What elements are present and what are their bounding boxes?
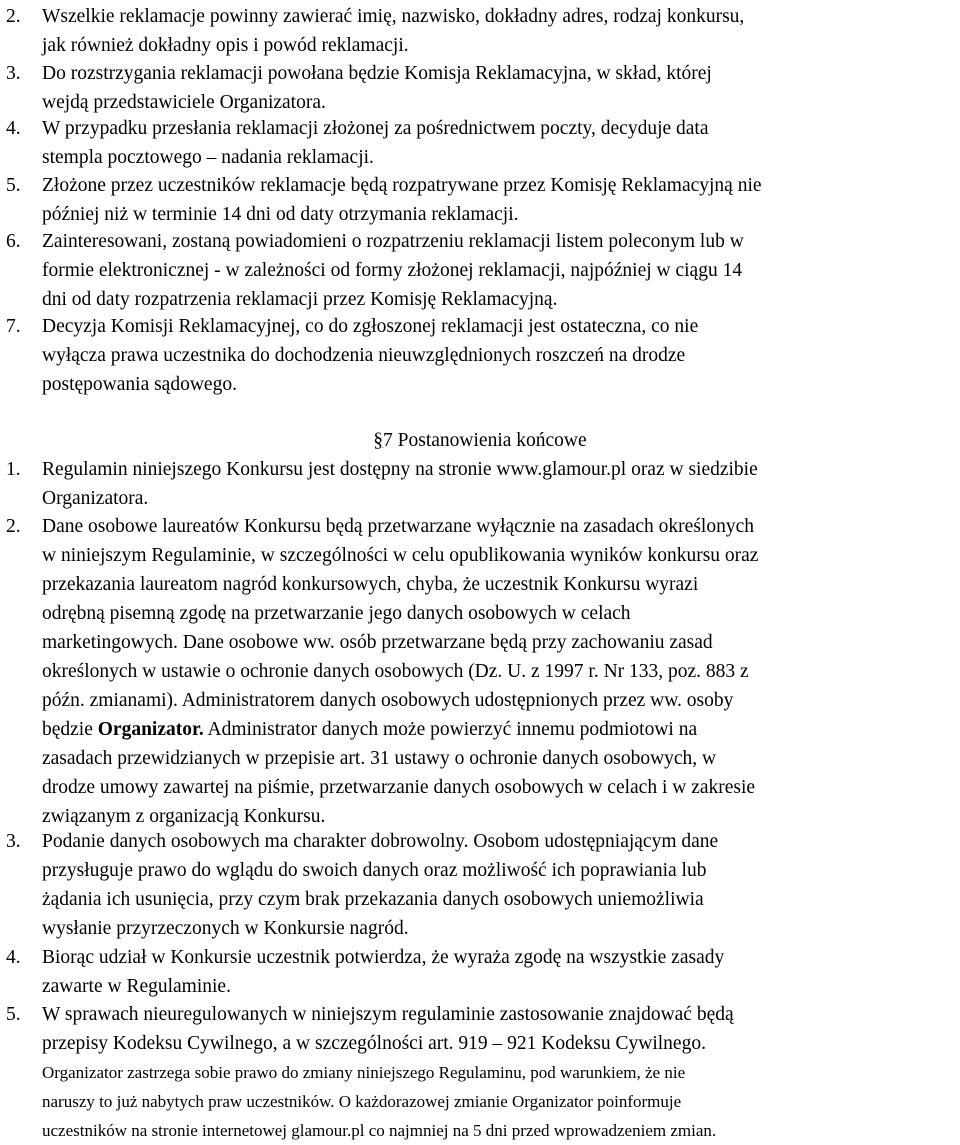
text-line: marketingowych. Dane osobowe ww. osób przetwarzane będą przy zachowaniu zasad xyxy=(42,632,713,653)
text-line: odrębną pisemną zgodę na przetwarzanie jego danych osobowych w celach xyxy=(42,603,631,624)
item-text xyxy=(42,114,956,172)
list-item xyxy=(6,227,956,314)
list-item xyxy=(6,512,956,831)
list-item xyxy=(6,2,956,60)
item-text xyxy=(42,312,956,399)
section-heading xyxy=(0,426,960,455)
text-line: Złożone przez uczestników reklamacje będą rozpatrywane przez Komisję Reklamacyjną nie xyxy=(42,175,762,196)
text-line: postępowania sądowego. xyxy=(42,374,237,395)
text-fragment: Administrator danych może powierzyć innemu podmiotowi na xyxy=(203,719,698,740)
item-number: 6. xyxy=(6,231,21,252)
text-line: przepisy Kodeksu Cywilnego, a w szczególności art. 919 – 921 Kodeksu Cywilnego. xyxy=(42,1033,706,1054)
text-line: Do rozstrzygania reklamacji powołana będzie Komisja Reklamacyjna, w skład, której xyxy=(42,63,712,84)
organizer-bold: Organizator. xyxy=(97,719,204,740)
text-line: jak również dokładny opis i powód reklamacji. xyxy=(42,35,409,56)
text-line xyxy=(42,715,956,744)
text-line: Podanie danych osobowych ma charakter dobrowolny. Osobom udostępniającym dane xyxy=(42,831,719,852)
text-line: Organizator zastrzega sobie prawo do zmiany niniejszego Regulaminu, pod warunkiem, że nie xyxy=(42,1063,686,1082)
text-line: Dane osobowe laureatów Konkursu będą przetwarzane wyłącznie na zasadach określonych xyxy=(42,516,754,537)
item-text xyxy=(42,2,956,60)
text-line: Decyzja Komisji Reklamacyjnej, co do zgłoszonej reklamacji jest ostateczna, co nie xyxy=(42,316,699,337)
text-line: uczestników na stronie internetowej glamour.pl co najmniej na 5 dni przed wprowadzeniem zmian. xyxy=(42,1121,717,1140)
text-line: związanym z organizacją Konkursu. xyxy=(42,806,326,827)
list-item xyxy=(6,827,956,943)
text-line: Wszelkie reklamacje powinny zawierać imię, nazwisko, dokładny adres, rodzaj konkursu, xyxy=(42,6,745,27)
list-item xyxy=(6,943,956,1001)
text-line: zasadach przewidzianych w przepisie art. 31 ustawy o ochronie danych osobowych, w xyxy=(42,748,717,769)
text-line: przysługuje prawo do wglądu do swoich danych oraz możliwość ich poprawiania lub xyxy=(42,860,707,881)
text-line: później niż w terminie 14 dni od daty otrzymania reklamacji. xyxy=(42,204,519,225)
item-number: 4. xyxy=(6,118,21,139)
item-text xyxy=(42,512,956,831)
item-number: 2. xyxy=(6,516,21,537)
list-item xyxy=(6,455,956,513)
text-line: wejdą przedstawiciele Organizatora. xyxy=(42,92,326,113)
text-line: późn. zmianami). Administratorem danych osobowych udostępnionych przez ww. osoby xyxy=(42,690,734,711)
text-line: Biorąc udział w Konkursie uczestnik potwierdza, że wyraża zgodę na wszystkie zasady xyxy=(42,947,725,968)
list-item xyxy=(6,1000,956,1145)
item-number: 3. xyxy=(6,63,21,84)
text-line: W przypadku przesłania reklamacji złożonej za pośrednictwem poczty, decyduje data xyxy=(42,118,709,139)
list-item xyxy=(6,312,956,399)
text-line: naruszy to już nabytych praw uczestników. O każdorazowej zmianie Organizator poinformuje xyxy=(42,1092,682,1111)
item-text xyxy=(42,1000,956,1145)
item-number: 5. xyxy=(6,175,21,196)
text-line: Zainteresowani, zostaną powiadomieni o rozpatrzeniu reklamacji listem poleconym lub w xyxy=(42,231,744,252)
item-text xyxy=(42,59,956,117)
text-line: wysłanie przyrzeczonych w Konkursie nagród. xyxy=(42,918,409,939)
item-text xyxy=(42,455,956,513)
text-line: formie elektronicznej - w zależności od formy złożonej reklamacji, najpóźniej w ciągu 14 xyxy=(42,260,743,281)
text-line: określonych w ustawie o ochronie danych osobowych (Dz. U. z 1997 r. Nr 133, poz. 883 z xyxy=(42,661,749,682)
text-line: stempla pocztowego – nadania reklamacji. xyxy=(42,147,374,168)
text-line: Organizatora. xyxy=(42,488,149,509)
list-item xyxy=(6,171,956,229)
item-number: 1. xyxy=(6,459,21,480)
item-text xyxy=(42,827,956,943)
section-title: 7 Postanowienia końcowe xyxy=(383,430,587,451)
text-line: żądania ich usunięcia, przy czym brak przekazania danych osobowych uniemożliwia xyxy=(42,889,704,910)
item-number: 7. xyxy=(6,316,21,337)
list-item xyxy=(6,114,956,172)
text-line: zawarte w Regulaminie. xyxy=(42,976,231,997)
section-sign: § xyxy=(373,430,384,451)
text-line: drodze umowy zawartej na piśmie, przetwarzanie danych osobowych w celach i w zakresie xyxy=(42,777,756,798)
text-line: W sprawach nieuregulowanych w niniejszym regulaminie zastosowanie znajdować będą xyxy=(42,1004,734,1025)
text-line: przekazania laureatom nagród konkursowych, chyba, że uczestnik Konkursu wyrazi xyxy=(42,574,699,595)
item-number: 2. xyxy=(6,6,21,27)
item-text xyxy=(42,171,956,229)
item-text xyxy=(42,227,956,314)
text-line: dni od daty rozpatrzenia reklamacji przez Komisję Reklamacyjną. xyxy=(42,289,558,310)
text-fragment: będzie xyxy=(42,719,98,740)
text-line: Regulamin niniejszego Konkursu jest dostępny na stronie www.glamour.pl oraz w siedzibie xyxy=(42,459,758,480)
item-number: 3. xyxy=(6,831,21,852)
item-number: 4. xyxy=(6,947,21,968)
text-line: wyłącza prawa uczestnika do dochodzenia nieuwzględnionych roszczeń na drodze xyxy=(42,345,686,366)
item-text xyxy=(42,943,956,1001)
item-number: 5. xyxy=(6,1004,21,1025)
list-item xyxy=(6,59,956,117)
text-line: w niniejszym Regulaminie, w szczególności w celu opublikowania wyników konkursu oraz xyxy=(42,545,759,566)
